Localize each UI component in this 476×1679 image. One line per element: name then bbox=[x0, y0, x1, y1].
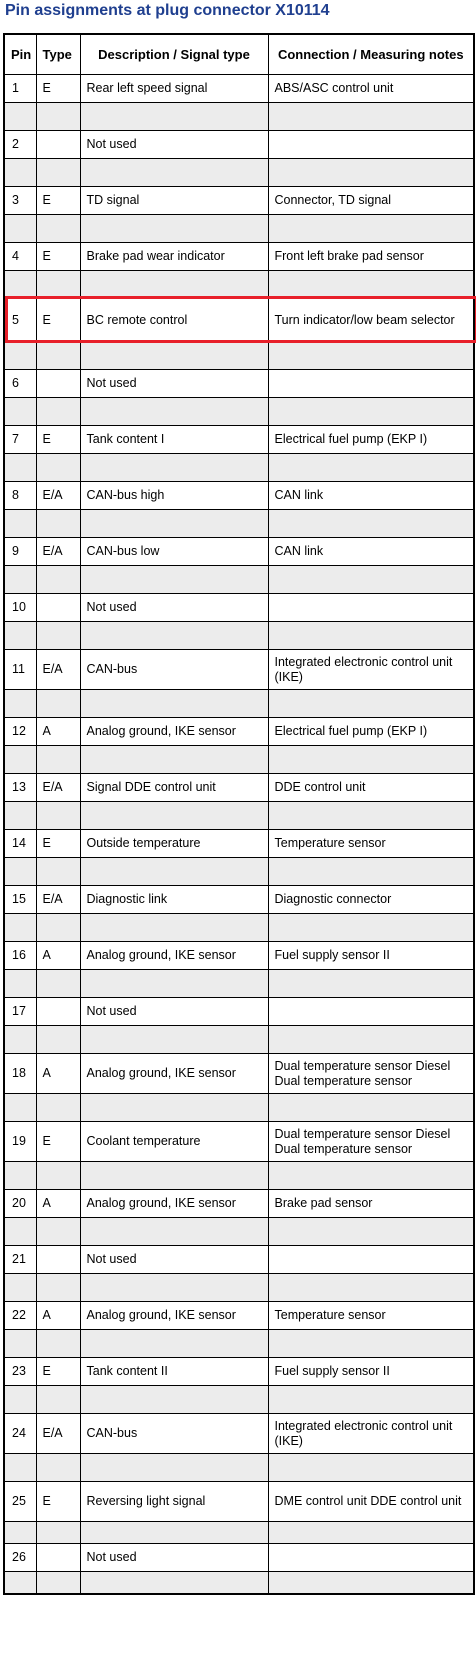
cell-pin: 8 bbox=[4, 482, 36, 510]
spacer-cell bbox=[36, 746, 80, 774]
spacer-cell bbox=[36, 622, 80, 650]
header-type: Type bbox=[36, 34, 80, 75]
cell-type: E bbox=[36, 830, 80, 858]
cell-description: Analog ground, IKE sensor bbox=[80, 1054, 268, 1094]
cell-connection: Electrical fuel pump (EKP I) bbox=[268, 426, 474, 454]
table-row bbox=[4, 998, 474, 1026]
spacer-cell bbox=[268, 271, 474, 299]
spacer-cell bbox=[4, 342, 36, 370]
cell-type bbox=[36, 1246, 80, 1274]
spacer-cell bbox=[268, 1162, 474, 1190]
table-row bbox=[4, 1302, 474, 1330]
spacer-cell bbox=[36, 858, 80, 886]
cell-description: CAN-bus high bbox=[80, 482, 268, 510]
cell-type: E bbox=[36, 1122, 80, 1162]
cell-pin: 14 bbox=[4, 830, 36, 858]
spacer-cell bbox=[4, 454, 36, 482]
cell-pin: 13 bbox=[4, 774, 36, 802]
table-row bbox=[4, 942, 474, 970]
cell-description: CAN-bus bbox=[80, 650, 268, 690]
spacer-cell bbox=[4, 746, 36, 774]
spacer-cell bbox=[36, 1026, 80, 1054]
spacer-row bbox=[4, 1218, 474, 1246]
cell-type: E bbox=[36, 243, 80, 271]
spacer-cell bbox=[4, 802, 36, 830]
spacer-cell bbox=[36, 914, 80, 942]
cell-description: Tank content II bbox=[80, 1358, 268, 1386]
cell-type bbox=[36, 998, 80, 1026]
cell-pin: 15 bbox=[4, 886, 36, 914]
spacer-cell bbox=[80, 103, 268, 131]
spacer-cell bbox=[268, 1454, 474, 1482]
spacer-cell bbox=[36, 271, 80, 299]
cell-type bbox=[36, 594, 80, 622]
spacer-row bbox=[4, 1522, 474, 1544]
table-row bbox=[4, 426, 474, 454]
spacer-cell bbox=[80, 454, 268, 482]
cell-type: E/A bbox=[36, 538, 80, 566]
cell-type bbox=[36, 1544, 80, 1572]
cell-description: Analog ground, IKE sensor bbox=[80, 718, 268, 746]
spacer-row bbox=[4, 454, 474, 482]
cell-description: CAN-bus bbox=[80, 1414, 268, 1454]
header-description: Description / Signal type bbox=[80, 34, 268, 75]
spacer-cell bbox=[4, 510, 36, 538]
cell-connection: ABS/ASC control unit bbox=[268, 75, 474, 103]
spacer-cell bbox=[80, 914, 268, 942]
cell-type: E/A bbox=[36, 650, 80, 690]
spacer-cell bbox=[80, 690, 268, 718]
spacer-cell bbox=[80, 159, 268, 187]
cell-type: A bbox=[36, 1302, 80, 1330]
cell-connection bbox=[268, 1544, 474, 1572]
cell-connection: Dual temperature sensor Diesel Dual temperature sensor bbox=[268, 1054, 474, 1094]
spacer-row bbox=[4, 1330, 474, 1358]
spacer-row bbox=[4, 215, 474, 243]
pin-table-container bbox=[3, 33, 473, 1595]
spacer-cell bbox=[268, 802, 474, 830]
cell-type: A bbox=[36, 718, 80, 746]
spacer-cell bbox=[268, 622, 474, 650]
table-row bbox=[4, 830, 474, 858]
spacer-row bbox=[4, 1386, 474, 1414]
spacer-cell bbox=[4, 1094, 36, 1122]
spacer-cell bbox=[4, 1572, 36, 1595]
spacer-cell bbox=[268, 1330, 474, 1358]
table-row bbox=[4, 1414, 474, 1454]
spacer-cell bbox=[4, 914, 36, 942]
cell-description: Not used bbox=[80, 370, 268, 398]
spacer-row bbox=[4, 1026, 474, 1054]
page-title: Pin assignments at plug connector X10114 bbox=[5, 2, 330, 19]
spacer-cell bbox=[268, 746, 474, 774]
table-header-row bbox=[4, 34, 474, 75]
spacer-cell bbox=[80, 566, 268, 594]
spacer-cell bbox=[4, 858, 36, 886]
spacer-row bbox=[4, 914, 474, 942]
table-row bbox=[4, 1358, 474, 1386]
table-row bbox=[4, 1122, 474, 1162]
spacer-cell bbox=[36, 398, 80, 426]
spacer-cell bbox=[4, 566, 36, 594]
spacer-cell bbox=[80, 215, 268, 243]
table-row bbox=[4, 538, 474, 566]
cell-pin: 26 bbox=[4, 1544, 36, 1572]
cell-connection: Integrated electronic control unit (IKE) bbox=[268, 1414, 474, 1454]
cell-pin: 11 bbox=[4, 650, 36, 690]
table-row bbox=[4, 299, 474, 342]
spacer-cell bbox=[36, 1522, 80, 1544]
spacer-cell bbox=[36, 1162, 80, 1190]
spacer-cell bbox=[4, 1026, 36, 1054]
table-row bbox=[4, 718, 474, 746]
cell-description: Analog ground, IKE sensor bbox=[80, 1302, 268, 1330]
spacer-cell bbox=[80, 1274, 268, 1302]
cell-description: Not used bbox=[80, 131, 268, 159]
cell-description: Outside temperature bbox=[80, 830, 268, 858]
cell-description: Not used bbox=[80, 594, 268, 622]
cell-type: E bbox=[36, 1358, 80, 1386]
cell-description: Signal DDE control unit bbox=[80, 774, 268, 802]
cell-connection: CAN link bbox=[268, 538, 474, 566]
table-row bbox=[4, 650, 474, 690]
table-row bbox=[4, 1482, 474, 1522]
spacer-cell bbox=[268, 970, 474, 998]
cell-type: E/A bbox=[36, 1414, 80, 1454]
cell-type: A bbox=[36, 942, 80, 970]
cell-pin: 24 bbox=[4, 1414, 36, 1454]
cell-pin: 10 bbox=[4, 594, 36, 622]
cell-connection: Temperature sensor bbox=[268, 1302, 474, 1330]
cell-description: Coolant temperature bbox=[80, 1122, 268, 1162]
cell-description: Diagnostic link bbox=[80, 886, 268, 914]
spacer-cell bbox=[4, 970, 36, 998]
spacer-cell bbox=[80, 342, 268, 370]
cell-type: E bbox=[36, 187, 80, 215]
cell-pin: 17 bbox=[4, 998, 36, 1026]
table-row bbox=[4, 1054, 474, 1094]
spacer-cell bbox=[80, 398, 268, 426]
spacer-cell bbox=[4, 1454, 36, 1482]
table-row bbox=[4, 243, 474, 271]
spacer-row bbox=[4, 159, 474, 187]
spacer-cell bbox=[268, 215, 474, 243]
spacer-cell bbox=[4, 271, 36, 299]
spacer-cell bbox=[268, 159, 474, 187]
spacer-cell bbox=[80, 1572, 268, 1595]
table-row bbox=[4, 187, 474, 215]
cell-description: TD signal bbox=[80, 187, 268, 215]
spacer-cell bbox=[4, 622, 36, 650]
spacer-cell bbox=[36, 1386, 80, 1414]
cell-connection bbox=[268, 131, 474, 159]
spacer-row bbox=[4, 398, 474, 426]
cell-type: A bbox=[36, 1190, 80, 1218]
spacer-row bbox=[4, 1162, 474, 1190]
spacer-row bbox=[4, 566, 474, 594]
cell-connection: Brake pad sensor bbox=[268, 1190, 474, 1218]
table-row bbox=[4, 1190, 474, 1218]
cell-type: E bbox=[36, 75, 80, 103]
spacer-row bbox=[4, 858, 474, 886]
cell-description: Reversing light signal bbox=[80, 1482, 268, 1522]
table-row bbox=[4, 75, 474, 103]
table-row bbox=[4, 1246, 474, 1274]
cell-connection: Turn indicator/low beam selector bbox=[268, 299, 474, 342]
spacer-cell bbox=[80, 271, 268, 299]
spacer-cell bbox=[4, 1162, 36, 1190]
table-row bbox=[4, 594, 474, 622]
spacer-cell bbox=[36, 1094, 80, 1122]
cell-description: Tank content I bbox=[80, 426, 268, 454]
spacer-cell bbox=[36, 566, 80, 594]
spacer-cell bbox=[268, 1386, 474, 1414]
spacer-cell bbox=[4, 690, 36, 718]
spacer-cell bbox=[268, 1522, 474, 1544]
table-row bbox=[4, 774, 474, 802]
spacer-cell bbox=[36, 103, 80, 131]
spacer-cell bbox=[4, 1386, 36, 1414]
cell-description: BC remote control bbox=[80, 299, 268, 342]
cell-description: Not used bbox=[80, 998, 268, 1026]
cell-pin: 4 bbox=[4, 243, 36, 271]
spacer-row bbox=[4, 510, 474, 538]
spacer-cell bbox=[268, 454, 474, 482]
cell-pin: 19 bbox=[4, 1122, 36, 1162]
cell-pin: 21 bbox=[4, 1246, 36, 1274]
spacer-cell bbox=[80, 1330, 268, 1358]
spacer-cell bbox=[268, 914, 474, 942]
pin-assignment-table bbox=[3, 33, 475, 1595]
cell-type: E bbox=[36, 299, 80, 342]
spacer-cell bbox=[36, 802, 80, 830]
spacer-cell bbox=[36, 690, 80, 718]
spacer-row bbox=[4, 802, 474, 830]
spacer-cell bbox=[268, 1572, 474, 1595]
spacer-cell bbox=[36, 1218, 80, 1246]
spacer-row bbox=[4, 1274, 474, 1302]
cell-connection bbox=[268, 370, 474, 398]
cell-pin: 6 bbox=[4, 370, 36, 398]
spacer-row bbox=[4, 1454, 474, 1482]
spacer-cell bbox=[4, 398, 36, 426]
cell-description: Analog ground, IKE sensor bbox=[80, 942, 268, 970]
spacer-cell bbox=[80, 622, 268, 650]
cell-type: E/A bbox=[36, 482, 80, 510]
cell-connection: DDE control unit bbox=[268, 774, 474, 802]
cell-type: A bbox=[36, 1054, 80, 1094]
cell-connection: Front left brake pad sensor bbox=[268, 243, 474, 271]
spacer-cell bbox=[80, 1522, 268, 1544]
spacer-cell bbox=[36, 1572, 80, 1595]
spacer-row bbox=[4, 1094, 474, 1122]
spacer-cell bbox=[80, 510, 268, 538]
cell-connection: Connector, TD signal bbox=[268, 187, 474, 215]
spacer-cell bbox=[268, 566, 474, 594]
cell-pin: 12 bbox=[4, 718, 36, 746]
spacer-cell bbox=[80, 970, 268, 998]
cell-description: Not used bbox=[80, 1544, 268, 1572]
spacer-cell bbox=[80, 858, 268, 886]
spacer-cell bbox=[268, 103, 474, 131]
cell-connection: Fuel supply sensor II bbox=[268, 942, 474, 970]
cell-connection: Dual temperature sensor Diesel Dual temperature sensor bbox=[268, 1122, 474, 1162]
cell-pin: 3 bbox=[4, 187, 36, 215]
spacer-cell bbox=[4, 1218, 36, 1246]
spacer-cell bbox=[36, 454, 80, 482]
cell-type: E bbox=[36, 426, 80, 454]
spacer-cell bbox=[80, 1218, 268, 1246]
cell-connection: Fuel supply sensor II bbox=[268, 1358, 474, 1386]
spacer-cell bbox=[4, 1522, 36, 1544]
cell-pin: 2 bbox=[4, 131, 36, 159]
spacer-cell bbox=[36, 159, 80, 187]
spacer-cell bbox=[268, 510, 474, 538]
cell-connection: Electrical fuel pump (EKP I) bbox=[268, 718, 474, 746]
cell-description: CAN-bus low bbox=[80, 538, 268, 566]
spacer-cell bbox=[80, 1162, 268, 1190]
cell-type bbox=[36, 131, 80, 159]
cell-pin: 5 bbox=[4, 299, 36, 342]
spacer-row bbox=[4, 690, 474, 718]
table-row bbox=[4, 886, 474, 914]
spacer-cell bbox=[4, 1330, 36, 1358]
spacer-cell bbox=[268, 1094, 474, 1122]
spacer-cell bbox=[268, 858, 474, 886]
table-row bbox=[4, 131, 474, 159]
table-row bbox=[4, 1544, 474, 1572]
cell-pin: 20 bbox=[4, 1190, 36, 1218]
spacer-cell bbox=[4, 1274, 36, 1302]
cell-description: Brake pad wear indicator bbox=[80, 243, 268, 271]
spacer-cell bbox=[80, 746, 268, 774]
cell-description: Analog ground, IKE sensor bbox=[80, 1190, 268, 1218]
spacer-cell bbox=[36, 1274, 80, 1302]
cell-pin: 9 bbox=[4, 538, 36, 566]
cell-description: Rear left speed signal bbox=[80, 75, 268, 103]
cell-pin: 18 bbox=[4, 1054, 36, 1094]
spacer-cell bbox=[80, 802, 268, 830]
spacer-row bbox=[4, 271, 474, 299]
spacer-cell bbox=[36, 1330, 80, 1358]
spacer-cell bbox=[4, 159, 36, 187]
spacer-cell bbox=[80, 1386, 268, 1414]
spacer-row bbox=[4, 970, 474, 998]
cell-connection: DME control unit DDE control unit bbox=[268, 1482, 474, 1522]
spacer-cell bbox=[268, 342, 474, 370]
spacer-cell bbox=[36, 215, 80, 243]
cell-type: E/A bbox=[36, 886, 80, 914]
cell-pin: 7 bbox=[4, 426, 36, 454]
spacer-cell bbox=[268, 1218, 474, 1246]
cell-pin: 16 bbox=[4, 942, 36, 970]
cell-connection bbox=[268, 998, 474, 1026]
cell-type: E bbox=[36, 1482, 80, 1522]
spacer-row bbox=[4, 746, 474, 774]
spacer-cell bbox=[36, 510, 80, 538]
cell-connection: Temperature sensor bbox=[268, 830, 474, 858]
cell-connection bbox=[268, 594, 474, 622]
table-body bbox=[4, 75, 474, 1595]
spacer-cell bbox=[80, 1094, 268, 1122]
spacer-cell bbox=[36, 970, 80, 998]
spacer-cell bbox=[80, 1026, 268, 1054]
spacer-row bbox=[4, 622, 474, 650]
table-row bbox=[4, 370, 474, 398]
cell-pin: 1 bbox=[4, 75, 36, 103]
spacer-row bbox=[4, 342, 474, 370]
spacer-cell bbox=[36, 342, 80, 370]
spacer-row bbox=[4, 103, 474, 131]
spacer-cell bbox=[36, 1454, 80, 1482]
cell-connection: CAN link bbox=[268, 482, 474, 510]
cell-connection: Diagnostic connector bbox=[268, 886, 474, 914]
spacer-cell bbox=[4, 215, 36, 243]
cell-type: E/A bbox=[36, 774, 80, 802]
spacer-cell bbox=[268, 690, 474, 718]
spacer-row bbox=[4, 1572, 474, 1595]
spacer-cell bbox=[80, 1454, 268, 1482]
cell-pin: 22 bbox=[4, 1302, 36, 1330]
cell-pin: 25 bbox=[4, 1482, 36, 1522]
cell-pin: 23 bbox=[4, 1358, 36, 1386]
cell-type bbox=[36, 370, 80, 398]
spacer-cell bbox=[4, 103, 36, 131]
header-pin: Pin bbox=[4, 34, 36, 75]
cell-connection bbox=[268, 1246, 474, 1274]
spacer-cell bbox=[268, 1274, 474, 1302]
cell-description: Not used bbox=[80, 1246, 268, 1274]
spacer-cell bbox=[268, 398, 474, 426]
header-connection: Connection / Measuring notes bbox=[268, 34, 474, 75]
cell-connection: Integrated electronic control unit (IKE) bbox=[268, 650, 474, 690]
table-row bbox=[4, 482, 474, 510]
spacer-cell bbox=[268, 1026, 474, 1054]
